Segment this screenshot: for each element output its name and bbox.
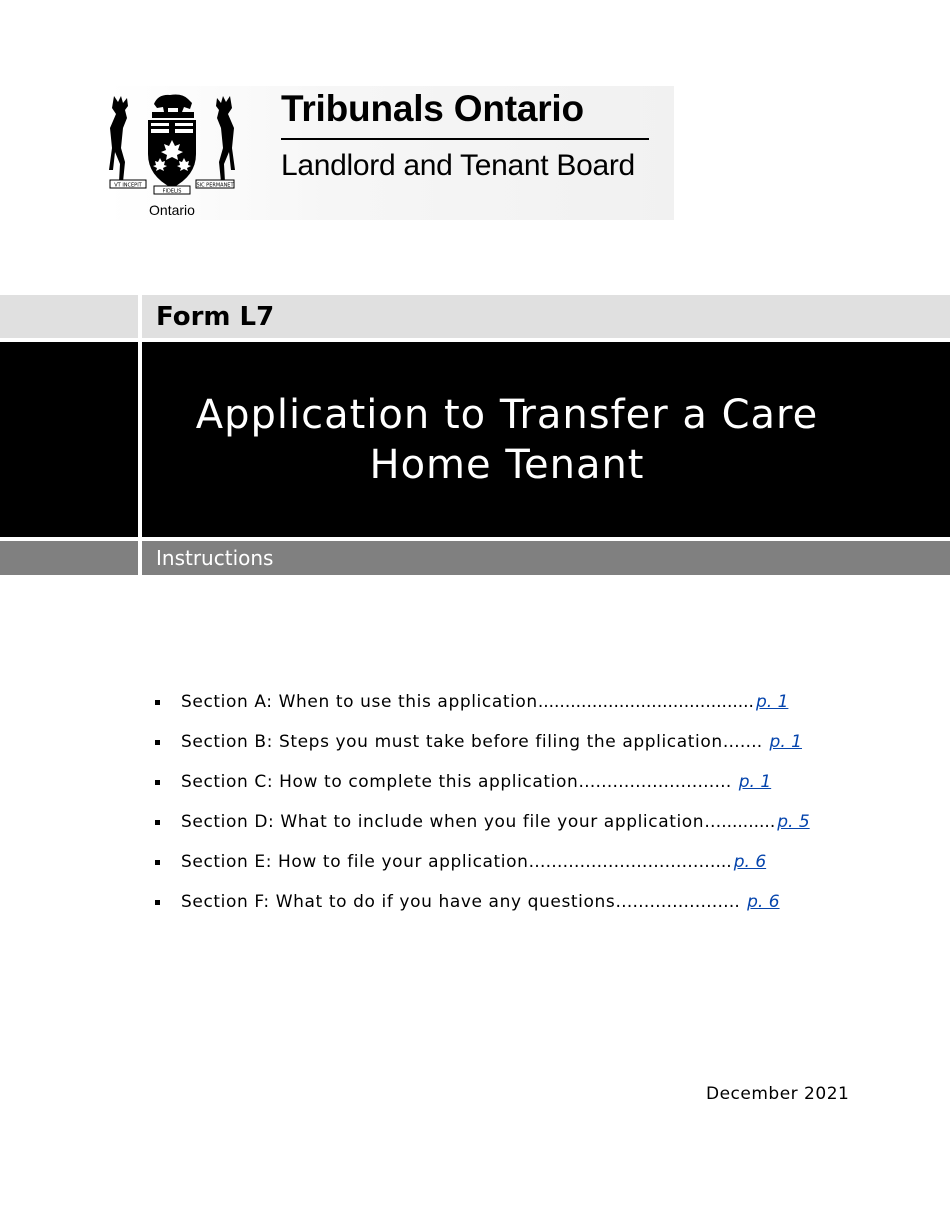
bullet-icon <box>155 860 160 865</box>
toc-leader: ……………………… <box>578 772 737 792</box>
toc-leader: ….......... <box>704 812 776 832</box>
toc-leader: ........................................ <box>537 692 754 712</box>
toc-label: Section A: When to use this application <box>181 692 538 712</box>
toc-page-link[interactable]: p. 1 <box>755 692 789 712</box>
banner-side-dark <box>0 342 138 537</box>
board-name: Landlord and Tenant Board <box>281 149 635 182</box>
toc-label: Section C: How to complete this application <box>181 772 579 792</box>
toc-label: Section E: How to file your application <box>181 852 529 872</box>
toc-item-section-c <box>150 770 770 810</box>
toc-leader: …………………. <box>615 892 746 912</box>
toc-label: Section F: What to do if you have any questions <box>181 892 616 912</box>
ontario-coat-of-arms-icon <box>108 88 236 198</box>
banner-side-light <box>0 295 138 338</box>
form-label: Form L7 <box>156 302 275 332</box>
page-title <box>142 390 872 490</box>
form-label-bar <box>142 295 950 338</box>
page-title-line-2: Home Tenant <box>369 442 645 488</box>
toc-page-link[interactable]: p. 1 <box>738 772 772 792</box>
header-logo-block <box>108 86 674 220</box>
toc-page-link[interactable]: p. 6 <box>747 892 780 912</box>
toc-item-section-a <box>150 690 789 730</box>
bullet-icon <box>155 700 160 705</box>
banner-side-grey <box>0 541 138 575</box>
bullet-icon <box>155 740 160 745</box>
crest-caption: Ontario <box>149 202 195 218</box>
crest-motto-left: VT INCEPIT <box>114 182 142 189</box>
toc-label: Section D: What to include when you file your application <box>181 812 705 832</box>
toc-label: Section B: Steps you must take before filing the application <box>181 732 723 752</box>
bullet-icon <box>155 780 160 785</box>
toc-page-link[interactable]: p. 6 <box>733 852 767 872</box>
title-bar <box>142 342 950 537</box>
bullet-icon <box>155 820 160 825</box>
crest-motto-center: FIDELIS <box>162 188 182 195</box>
toc-item-section-d <box>150 810 810 850</box>
toc-item-section-f <box>150 890 780 930</box>
instructions-label: Instructions <box>156 546 274 570</box>
tribunal-name: Tribunals Ontario <box>281 88 584 129</box>
bullet-icon <box>155 900 160 905</box>
publication-date: December 2021 <box>706 1084 850 1104</box>
toc-item-section-b <box>150 730 802 770</box>
instructions-bar <box>142 541 950 575</box>
title-divider <box>281 138 649 140</box>
toc-page-link[interactable]: p. 5 <box>777 812 810 832</box>
toc-item-section-e <box>150 850 770 890</box>
toc-page-link[interactable]: p. 1 <box>769 732 802 752</box>
toc-leader: ……………………………... <box>528 852 732 872</box>
table-of-contents <box>150 690 810 930</box>
crest-motto-right: SIC PERMANET <box>196 182 234 189</box>
toc-leader: ……. <box>722 732 768 752</box>
page-title-line-1: Application to Transfer a Care <box>195 392 819 438</box>
